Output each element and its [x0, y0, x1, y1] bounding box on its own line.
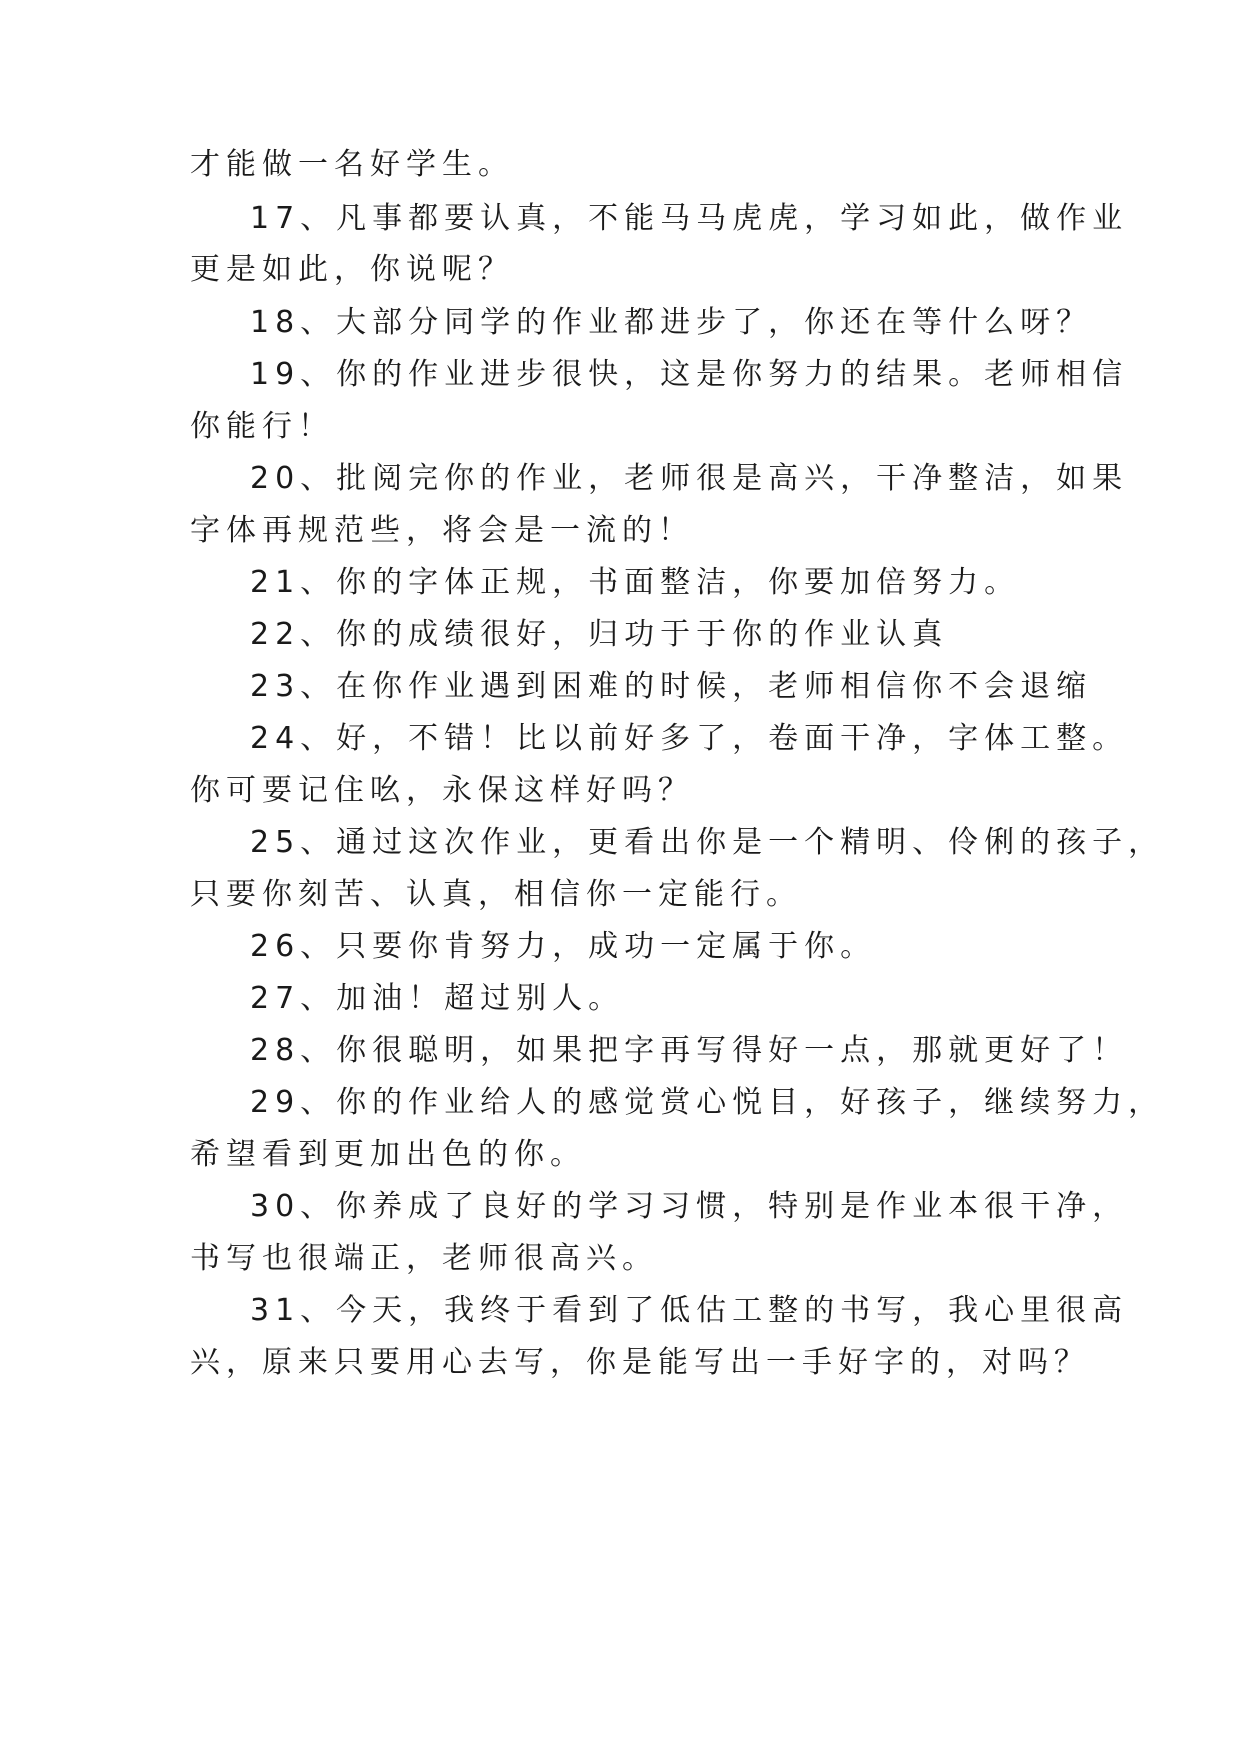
paragraph-line: 希望看到更加出色的你。: [190, 1137, 586, 1172]
paragraph-line: 兴，原来只要用心去写，你是能写出一手好字的，对吗？: [190, 1345, 1090, 1380]
paragraph-line: 27、加油！超过别人。: [250, 981, 625, 1016]
paragraph-line: 23、在你作业遇到困难的时候，老师相信你不会退缩: [250, 669, 1093, 704]
paragraph-line: 31、今天，我终于看到了低估工整的书写，我心里很高: [250, 1293, 1129, 1328]
paragraph-line: 20、批阅完你的作业，老师很是高兴，干净整洁，如果: [250, 461, 1129, 496]
paragraph-line: 28、你很聪明，如果把字再写得好一点，那就更好了！: [250, 1033, 1129, 1068]
paragraph-line: 书写也很端正，老师很高兴。: [190, 1241, 658, 1276]
paragraph-line: 字体再规范些，将会是一流的！: [190, 513, 694, 548]
paragraph-line: 只要你刻苦、认真，相信你一定能行。: [190, 877, 802, 912]
paragraph-line: 17、凡事都要认真，不能马马虎虎，学习如此，做作业: [250, 201, 1129, 236]
paragraph-line: 24、好，不错！比以前好多了，卷面干净，字体工整。: [250, 721, 1129, 756]
paragraph-line: 22、你的成绩很好，归功于于你的作业认真: [250, 617, 949, 652]
paragraph-line: 你可要记住吆，永保这样好吗？: [190, 773, 694, 808]
paragraph-line: 30、你养成了良好的学习习惯，特别是作业本很干净，: [250, 1189, 1129, 1224]
paragraph-line: 26、只要你肯努力，成功一定属于你。: [250, 929, 877, 964]
paragraph-line: 19、你的作业进步很快，这是你努力的结果。老师相信: [250, 357, 1129, 392]
paragraph-line: 21、你的字体正规，书面整洁，你要加倍努力。: [250, 565, 1021, 600]
paragraph-line: 才能做一名好学生。: [190, 147, 514, 182]
paragraph-line: 更是如此，你说呢？: [190, 252, 514, 287]
paragraph-line: 25、通过这次作业，更看出你是一个精明、伶俐的孩子，: [250, 825, 1165, 860]
paragraph-line: 你能行！: [190, 409, 334, 444]
paragraph-line: 18、大部分同学的作业都进步了，你还在等什么呀？: [250, 305, 1093, 340]
paragraph-line: 29、你的作业给人的感觉赏心悦目，好孩子，继续努力，: [250, 1085, 1165, 1120]
